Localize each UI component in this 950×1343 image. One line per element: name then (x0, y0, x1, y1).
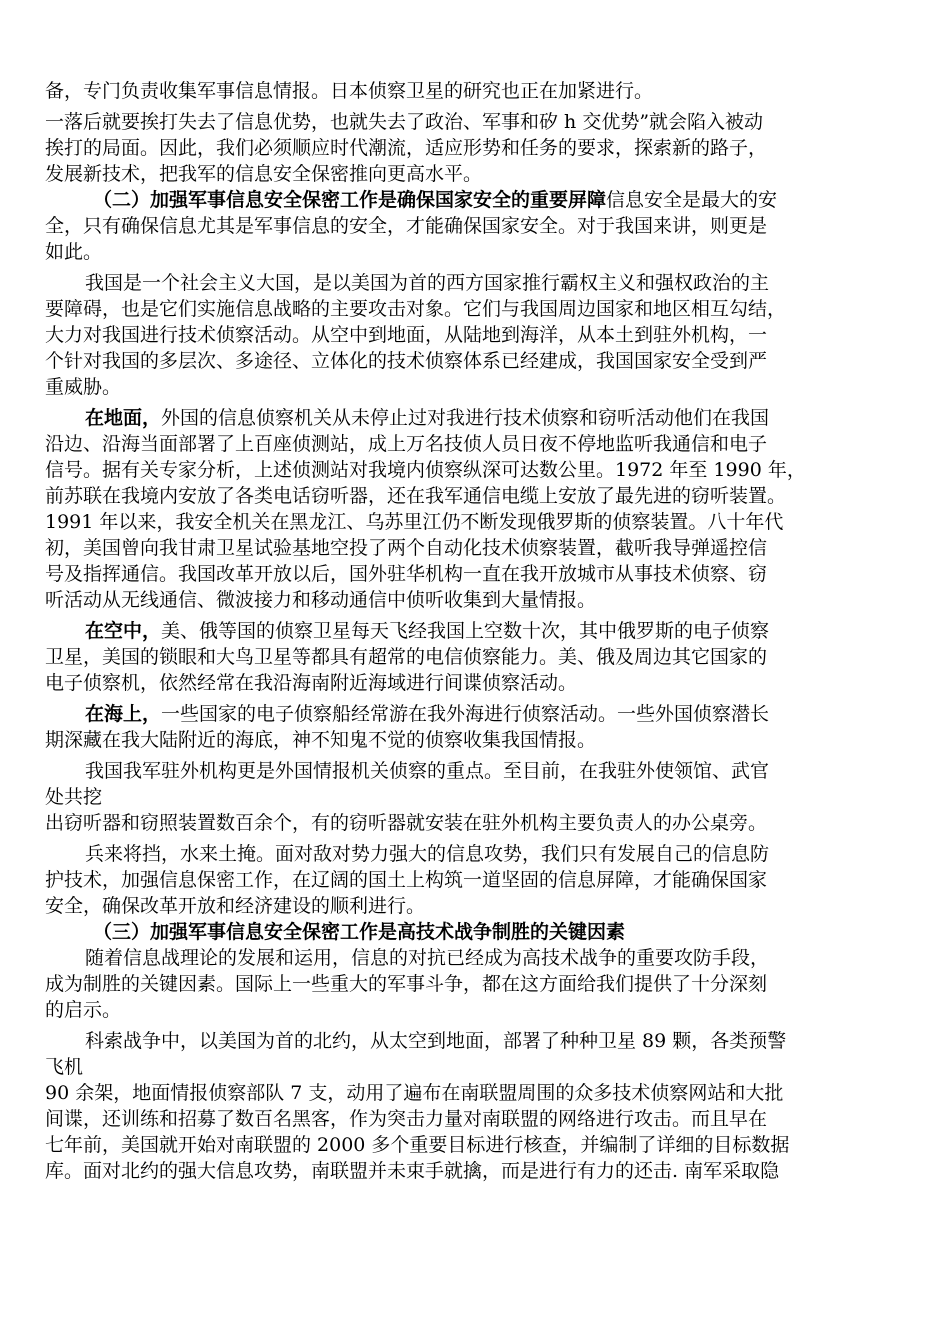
section-heading: （二）加强军事信息安全保密工作是确保国家安全的重要屏障 (93, 189, 607, 211)
text-line: 库。面对北约的强大信息攻势，南联盟并未束手就擒，而是进行有力的还击. 南军采取隐 (45, 1160, 780, 1182)
text-line: 成为制胜的关键因素。国际上一些重大的军事斗争，都在这方面给我们提供了十分深刻 (45, 973, 768, 995)
text-line: 信号。据有关专家分析，上述侦测站对我境内侦察纵深可达数公里。1972 年至 1990 年， (45, 459, 806, 481)
text-line: 随着信息战理论的发展和运用，信息的对抗已经成为高技术战争的重要攻防手段， (85, 947, 770, 969)
text-run: 美、俄等国的侦察卫星每天飞经我国上空数十次，其中俄罗斯的电子侦察 (161, 620, 770, 642)
paragraph-lead: 在空中， (85, 620, 162, 642)
text-line: 前苏联在我境内安放了各类电话窃听器，还在我军通信电缆上安放了最先进的窃听装置。 (45, 485, 787, 507)
text-line: 护技术，加强信息保密工作，在辽阔的国土上构筑一道坚固的信息屏障，才能确保国家 (45, 869, 768, 891)
paragraph-lead-line (45, 701, 905, 727)
text-line: 发展新技术，把我军的信息安全保密推向更高水平。 (45, 163, 483, 185)
section-heading-line (45, 919, 905, 945)
text-line: 卫星，美国的锁眼和大鸟卫星等都具有超常的电信侦察能力。美、俄及周边其它国家的 (45, 646, 768, 668)
text-line: 重威胁。 (45, 376, 122, 398)
text-line: 备，专门负责收集军事信息情报。日本侦察卫星的研究也正在加紧进行。 (45, 80, 654, 102)
paragraph-lead-line (45, 618, 905, 644)
text-line: 90 余架，地面情报侦察部队 7 支，动用了遍布在南联盟周围的众多技术侦察网站和大批 (45, 1082, 784, 1104)
text-line: 科索战争中，以美国为首的北约，从太空到地面，部署了种种卫星 89 颗，各类预警 (85, 1030, 787, 1052)
text-line: 我国是一个社会主义大国，是以美国为首的西方国家推行霸权主义和强权政治的主 (85, 272, 770, 294)
text-run: 信息安全是最大的安 (606, 189, 778, 211)
text-line: 全，只有确保信息尤其是军事信息的安全，才能确保国家安全。对于我国来讲，则更是 (45, 215, 768, 237)
text-line: 飞机 (45, 1056, 84, 1078)
text-line: 如此。 (45, 241, 103, 263)
section-heading: （三）加强军事信息安全保密工作是高技术战争制胜的关键因素 (93, 921, 626, 943)
paragraph-lead: 在海上， (85, 703, 162, 725)
paragraph-lead: 在地面， (85, 407, 162, 429)
text-line: 1991 年以来，我安全机关在黑龙江、乌苏里江仍不断发现俄罗斯的侦察装置。八十年代 (45, 511, 784, 533)
text-line: 大力对我国进行技术侦察活动。从空中到地面，从陆地到海洋，从本土到驻外机构，一 (45, 324, 768, 346)
text-line: 初，美国曾向我甘肃卫星试验基地空投了两个自动化技术侦察装置，截听我导弹遥控信 (45, 537, 768, 559)
text-line: 号及指挥通信。我国改革开放以后，国外驻华机构一直在我开放城市从事技术侦察、窃 (45, 563, 768, 585)
text-line: 处共挖 (45, 786, 103, 808)
text-line: 个针对我国的多层次、多途径、立体化的技术侦察体系已经建成，我国国家安全受到严 (45, 350, 768, 372)
text-line: 沿边、沿海当面部署了上百座侦测站，成上万名技侦人员日夜不停地监听我通信和电子 (45, 433, 768, 455)
text-run: 外国的信息侦察机关从未停止过对我进行技术侦察和窃听活动他们在我国 (161, 407, 770, 429)
document-body (45, 78, 905, 1184)
text-line: 一落后就要挨打失去了信息优势，也就失去了政治、军事和矽 h 交优势”就会陷入被动 (45, 111, 764, 133)
paragraph-lead-line (45, 405, 905, 431)
text-line: 挨打的局面。因此，我们必须顺应时代潮流，适应形势和任务的要求，探索新的路子， (45, 137, 768, 159)
text-line: 兵来将挡，水来土掩。面对敌对势力强大的信息攻势，我们只有发展自己的信息防 (85, 843, 770, 865)
text-line: 期深藏在我大陆附近的海底，神不知鬼不觉的侦察收集我国情报。 (45, 729, 597, 751)
text-line: 要障碍，也是它们实施信息战略的主要攻击对象。它们与我国周边国家和地区相互勾结， (45, 298, 787, 320)
text-run: 一些国家的电子侦察船经常游在我外海进行侦察活动。一些外国侦察潜长 (161, 703, 770, 725)
text-line: 间谍，还训练和招募了数百名黑客，作为突击力量对南联盟的网络进行攻击。而且早在 (45, 1108, 768, 1130)
text-line: 听活动从无线通信、微波接力和移动通信中侦听收集到大量情报。 (45, 589, 597, 611)
section-heading-line (45, 187, 905, 213)
text-line: 出窃听器和窃照装置数百余个，有的窃听器就安装在驻外机构主要负责人的办公桌旁。 (45, 812, 768, 834)
text-line: 的启示。 (45, 999, 122, 1021)
text-line: 安全，确保改革开放和经济建设的顺利进行。 (45, 895, 426, 917)
text-line: 我国我军驻外机构更是外国情报机关侦察的重点。至目前，在我驻外使领馆、武官 (85, 760, 770, 782)
text-line: 电子侦察机，依然经常在我沿海南附近海域进行间谍侦察活动。 (45, 672, 578, 694)
text-line: 七年前，美国就开始对南联盟的 2000 多个重要目标进行核查，并编制了详细的目标数据 (45, 1134, 790, 1156)
